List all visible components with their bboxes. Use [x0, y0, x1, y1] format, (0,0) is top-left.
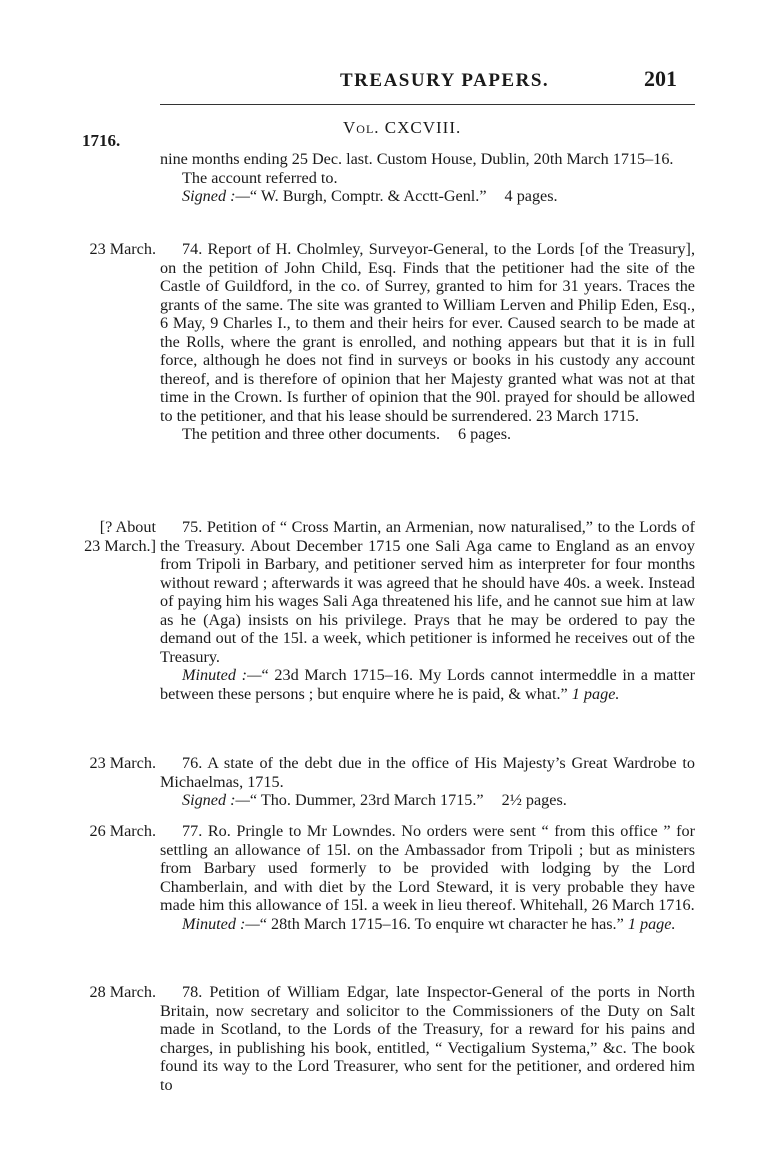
entry-minute: Minuted :—“ 28th March 1715–16. To enquire wt character he has.” 1 page. — [182, 914, 676, 933]
entry-text: 75. Petition of “ Cross Martin, an Armenian, now naturalised,” to the Lords of the Treasury. About December 1715 one Sali Aga came to England as an envoy from Tripoli in Barbary, and petitioner served him as interpreter for four months without reward ; afterwards it was agreed that he should have 40s. a week. Instead of paying him his wages Sali Aga threatened his life, and he cannot sue him at law as he (Aga) insists on his privilege. Prays that he may be ordered to pay the demand out of the 15l. a week, which petitioner is informed he receives out of the Treasury. — [160, 518, 695, 666]
continuation-text: nine months ending 25 Dec. last. Custom House, Dublin, 20th March 1715–16. — [160, 150, 674, 168]
page-count: 1 page. — [571, 684, 620, 703]
volume-number: CXCVIII. — [384, 118, 462, 137]
entry-date: 28 March. — [89, 983, 156, 1001]
signed-label: Signed :— — [182, 187, 250, 205]
continuation-note: The account referred to. — [182, 168, 338, 187]
entry-date: 23 March. — [89, 240, 156, 258]
entry-77 — [160, 822, 695, 933]
entry-text: 77. Ro. Pringle to Mr Lowndes. No orders were sent “ from this office ” for settling an allowance of 15l. on the Ambassador from Tripoli ; but as ministers from Barbary used formerly to be provided with lodging by the Lord Chamberlain, and with diet by the Lord Steward, it is very probable they have made him this allowance of 15l. a week in lieu thereof. Whitehall, 26 March 1716. — [160, 822, 695, 914]
volume-heading — [343, 118, 461, 138]
page-count: 6 pages. — [458, 425, 512, 443]
page-number: 201 — [644, 66, 677, 91]
entry-text: 74. Report of H. Cholmley, Surveyor-General, to the Lords [of the Treasury], on the petition of John Child, Esq. Finds that the petitioner had the site of the Castle of Guildford, in the co. of Surrey, granted to him for 31 years. Traces the grants of the same. The site was granted to William Lerven and Philip Eden, Esq., 6 May, 9 Charles I., to them and their heirs for ever. Caused search to be made at the Rolls, where the grant is enrolled, and nothing appears but that it is in full force, although he does not find in surveys or books in his custody any account thereof, and is therefore of opinion that her Majesty granted what was not at that time in the Crown. Is further of opinion that the 90l. prayed for should be allowed to the petitioner, and that his lease should be surrendered. 23 March 1715. — [160, 240, 695, 425]
margin-year: 1716. — [82, 131, 121, 150]
entry-continuation — [160, 150, 695, 206]
entry-signature: Signed :—“ Tho. Dummer, 23rd March 1715.” 2½ pages. — [182, 791, 567, 809]
page-count: 4 pages. — [504, 187, 558, 205]
page-count: 2½ pages. — [501, 791, 567, 809]
entry-74 — [160, 240, 695, 444]
entry-75 — [160, 518, 695, 703]
running-title: TREASURY PAPERS. — [340, 70, 550, 91]
page-count: 1 page. — [627, 914, 676, 933]
entry-76 — [160, 754, 695, 810]
entry-date: [? About 23 March.] — [84, 518, 156, 555]
entry-minute: Minuted :—“ 23d March 1715–16. My Lords cannot intermeddle in a matter between these persons ; but enquire where he is paid, & what.” 1 page. — [160, 666, 696, 703]
signed-text: “ W. Burgh, Comptr. & Acctt-Genl.” — [249, 187, 487, 205]
entry-78 — [160, 983, 695, 1094]
volume-prefix: Vol. — [343, 118, 380, 137]
entry-text: 76. A state of the debt due in the office of His Majesty’s Great Wardrobe to Michaelmas, 1715. — [160, 754, 695, 791]
entry-text: 78. Petition of William Edgar, late Inspector-General of the ports in North Britain, now secretary and solicitor to the Commissioners of the Duty on Salt made in Scotland, to the Lords of the Treasury, for a reward for his pains and charges, in publishing his book, entitled, “ Vectigalium Systema,” &c. The book found its way to the Lord Treasurer, who sent for the petitioner, and ordered him to — [160, 983, 695, 1094]
header-divider — [160, 104, 695, 105]
continuation-signature — [160, 187, 695, 206]
entry-date: 23 March. — [89, 754, 156, 772]
entry-date: 26 March. — [89, 822, 156, 840]
entry-note: The petition and three other documents. 6 pages. — [182, 425, 512, 443]
